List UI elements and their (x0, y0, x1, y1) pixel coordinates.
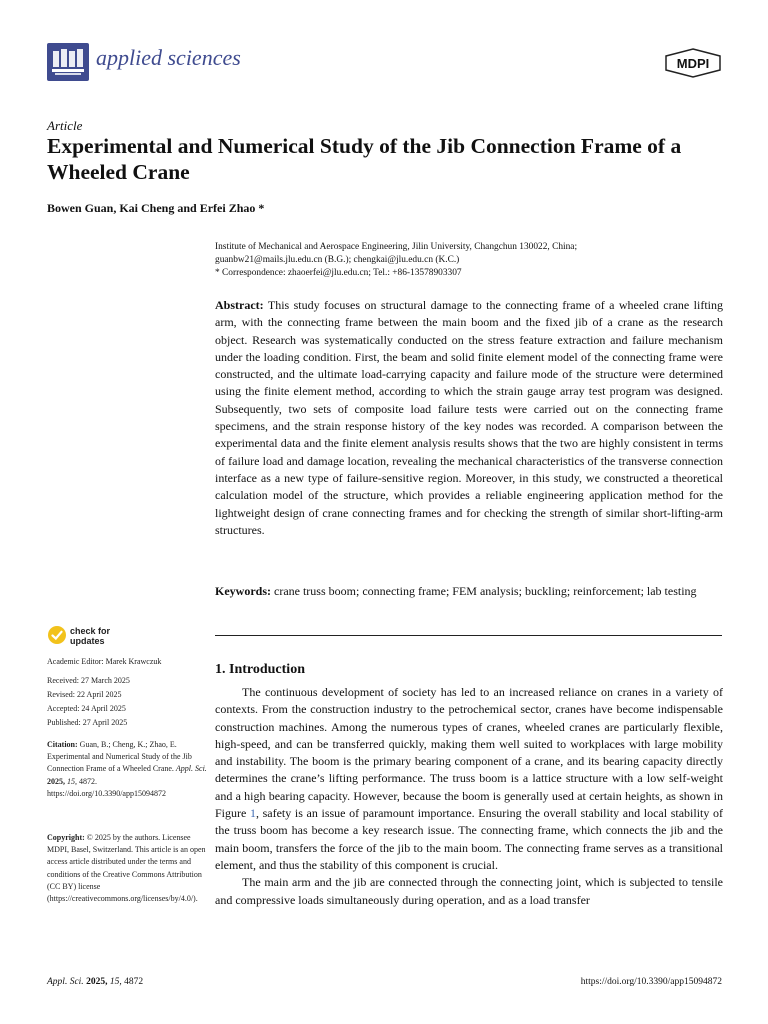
paragraph: The continuous development of society has led to an increased reliance on cranes in a variety of contexts. From the construction industry to the petrochemical sector, cranes have become indispensable construction machines. Among the numerous types of cranes, wheeled cranes are particularly flexible, high-speed, and can be transferred quickly, making them well suited to workplaces with large mobility and instability. The boom is the primary bearing component of a crane, and its bearing capacity directly determines the crane’s lifting performance. The truss boom is a lattice structure with a low self-weight and a high bearing capacity. However, because the boom is generally used at certain heights, as shown in Figure 1, safety is an issue of paramount importance. Ensuring the overall stability and local stability of the truss boom has become a key research issue. The connecting frame, which connects the jib and the main boom, transfers the force of the jib to the main boom. The connecting frame serves as a transitional element, and thus the stability of this component is crucial. (215, 685, 723, 872)
received-date: Received: 27 March 2025 (47, 676, 130, 685)
publisher-logo[interactable] (664, 48, 722, 83)
abstract-text: This study focuses on structural damage to the connecting frame of a wheeled crane lifting arm, with the connecting frame between the main boom and the fixed jib of a crane as the research object. Research was systematically conducted on the stress feature extraction and failure mechanism under the loading condition. First, the beam and solid finite element model of the connecting frame were constructed, and the ultimate load-carrying capacity and failure mode of the structure were determined using the finite element method, according to which the strain gauge array test program was designed. Subsequently, two sets of composite load failure tests were carried out on the connecting frame specimens, and the strain response history of the key nodes was recorded. A comparison between the experimental data and the finite element analysis results shows that the two are highly consistent in terms of failure load and damage location, revealing the mechanical characteristics of the transverse connection interface as a new type of failure-sensitive region. Moreover, in this study, we constructed a theoretical calculation model of the structure, which provides a reliable engineering application method for the lightweight design of crane connecting frames and for checking the strength of similar short-lifting-arm structures. (215, 298, 723, 537)
check-updates-label[interactable]: check for updates (70, 626, 111, 646)
citation-doi[interactable]: 4872. https://doi.org/10.3390/app15094872 (47, 776, 166, 798)
journal-logo-icon (47, 43, 89, 81)
copyright (47, 832, 207, 905)
citation-label: Citation: (47, 740, 78, 749)
footer-doi[interactable]: https://doi.org/10.3390/app15094872 (580, 977, 722, 987)
introduction-body (215, 684, 723, 909)
paragraph: The main arm and the jib are connected through the connecting joint, which is subjected to tensile and compressive loads simultaneously during operation, and as a load transfer (215, 875, 723, 907)
affiliation-line-1: Institute of Mechanical and Aerospace Engineering, Jilin University, Changchun 130022, China; (215, 242, 578, 252)
footer-volume: 15, (109, 977, 122, 987)
mdpi-logo-icon (664, 48, 722, 78)
citation-year: 2025, (47, 776, 65, 786)
author-list: Bowen Guan, Kai Cheng and Erfei Zhao * (47, 201, 265, 215)
check-updates-icon (47, 625, 67, 645)
footer-year: 2025, (86, 977, 108, 987)
figure-link[interactable]: 1 (249, 806, 256, 821)
footer-journal: Appl. Sci. (47, 977, 84, 987)
abstract-label: Abstract: (215, 298, 264, 312)
citation-text: Guan, B.; Cheng, K.; Zhao, E. Experimental and Numerical Study of the Jib Connection Frame of a Wheeled Crane. (47, 740, 192, 774)
keywords (215, 583, 723, 600)
section-heading: 1. Introduction (215, 662, 305, 677)
journal-name[interactable]: applied sciences (96, 45, 241, 70)
check-for-updates-button[interactable] (47, 625, 67, 650)
affiliation-line-2: guanbw21@mails.jlu.edu.cn (B.G.); chengkai@jlu.edu.cn (K.C.) (215, 255, 460, 265)
journal-logo (47, 43, 89, 81)
footer-citation (47, 977, 143, 987)
abstract (215, 297, 723, 539)
footer-article-number: 4872 (124, 977, 144, 987)
section-divider (215, 635, 722, 636)
publisher-name: MDPI (676, 56, 710, 71)
correspondence: * Correspondence: zhaoerfei@jlu.edu.cn; Tel.: +86-13578903307 (215, 268, 462, 278)
copyright-text: © 2025 by the authors. Licensee MDPI, Basel, Switzerland. This article is an open access article distributed under the terms and conditions of the Creative Commons Attribution (CC BY) license (https://creativecommons.org/licenses/by/4.0/). (47, 833, 206, 904)
keywords-text: crane truss boom; connecting frame; FEM analysis; buckling; reinforcement; lab testing (274, 584, 697, 598)
citation-volume: 15, (67, 776, 77, 786)
citation (47, 739, 207, 800)
published-date: Published: 27 April 2025 (47, 718, 128, 727)
article-title: Experimental and Numerical Study of the Jib Connection Frame of a Wheeled Crane (47, 134, 682, 184)
academic-editor: Academic Editor: Marek Krawczuk (47, 657, 162, 666)
keywords-label: Keywords: (215, 584, 271, 598)
affiliations (215, 241, 725, 280)
article-type: Article (47, 118, 83, 133)
accepted-date: Accepted: 24 April 2025 (47, 704, 126, 713)
copyright-label: Copyright: (47, 833, 85, 842)
revised-date: Revised: 22 April 2025 (47, 690, 122, 699)
citation-journal: Appl. Sci. (175, 764, 207, 774)
